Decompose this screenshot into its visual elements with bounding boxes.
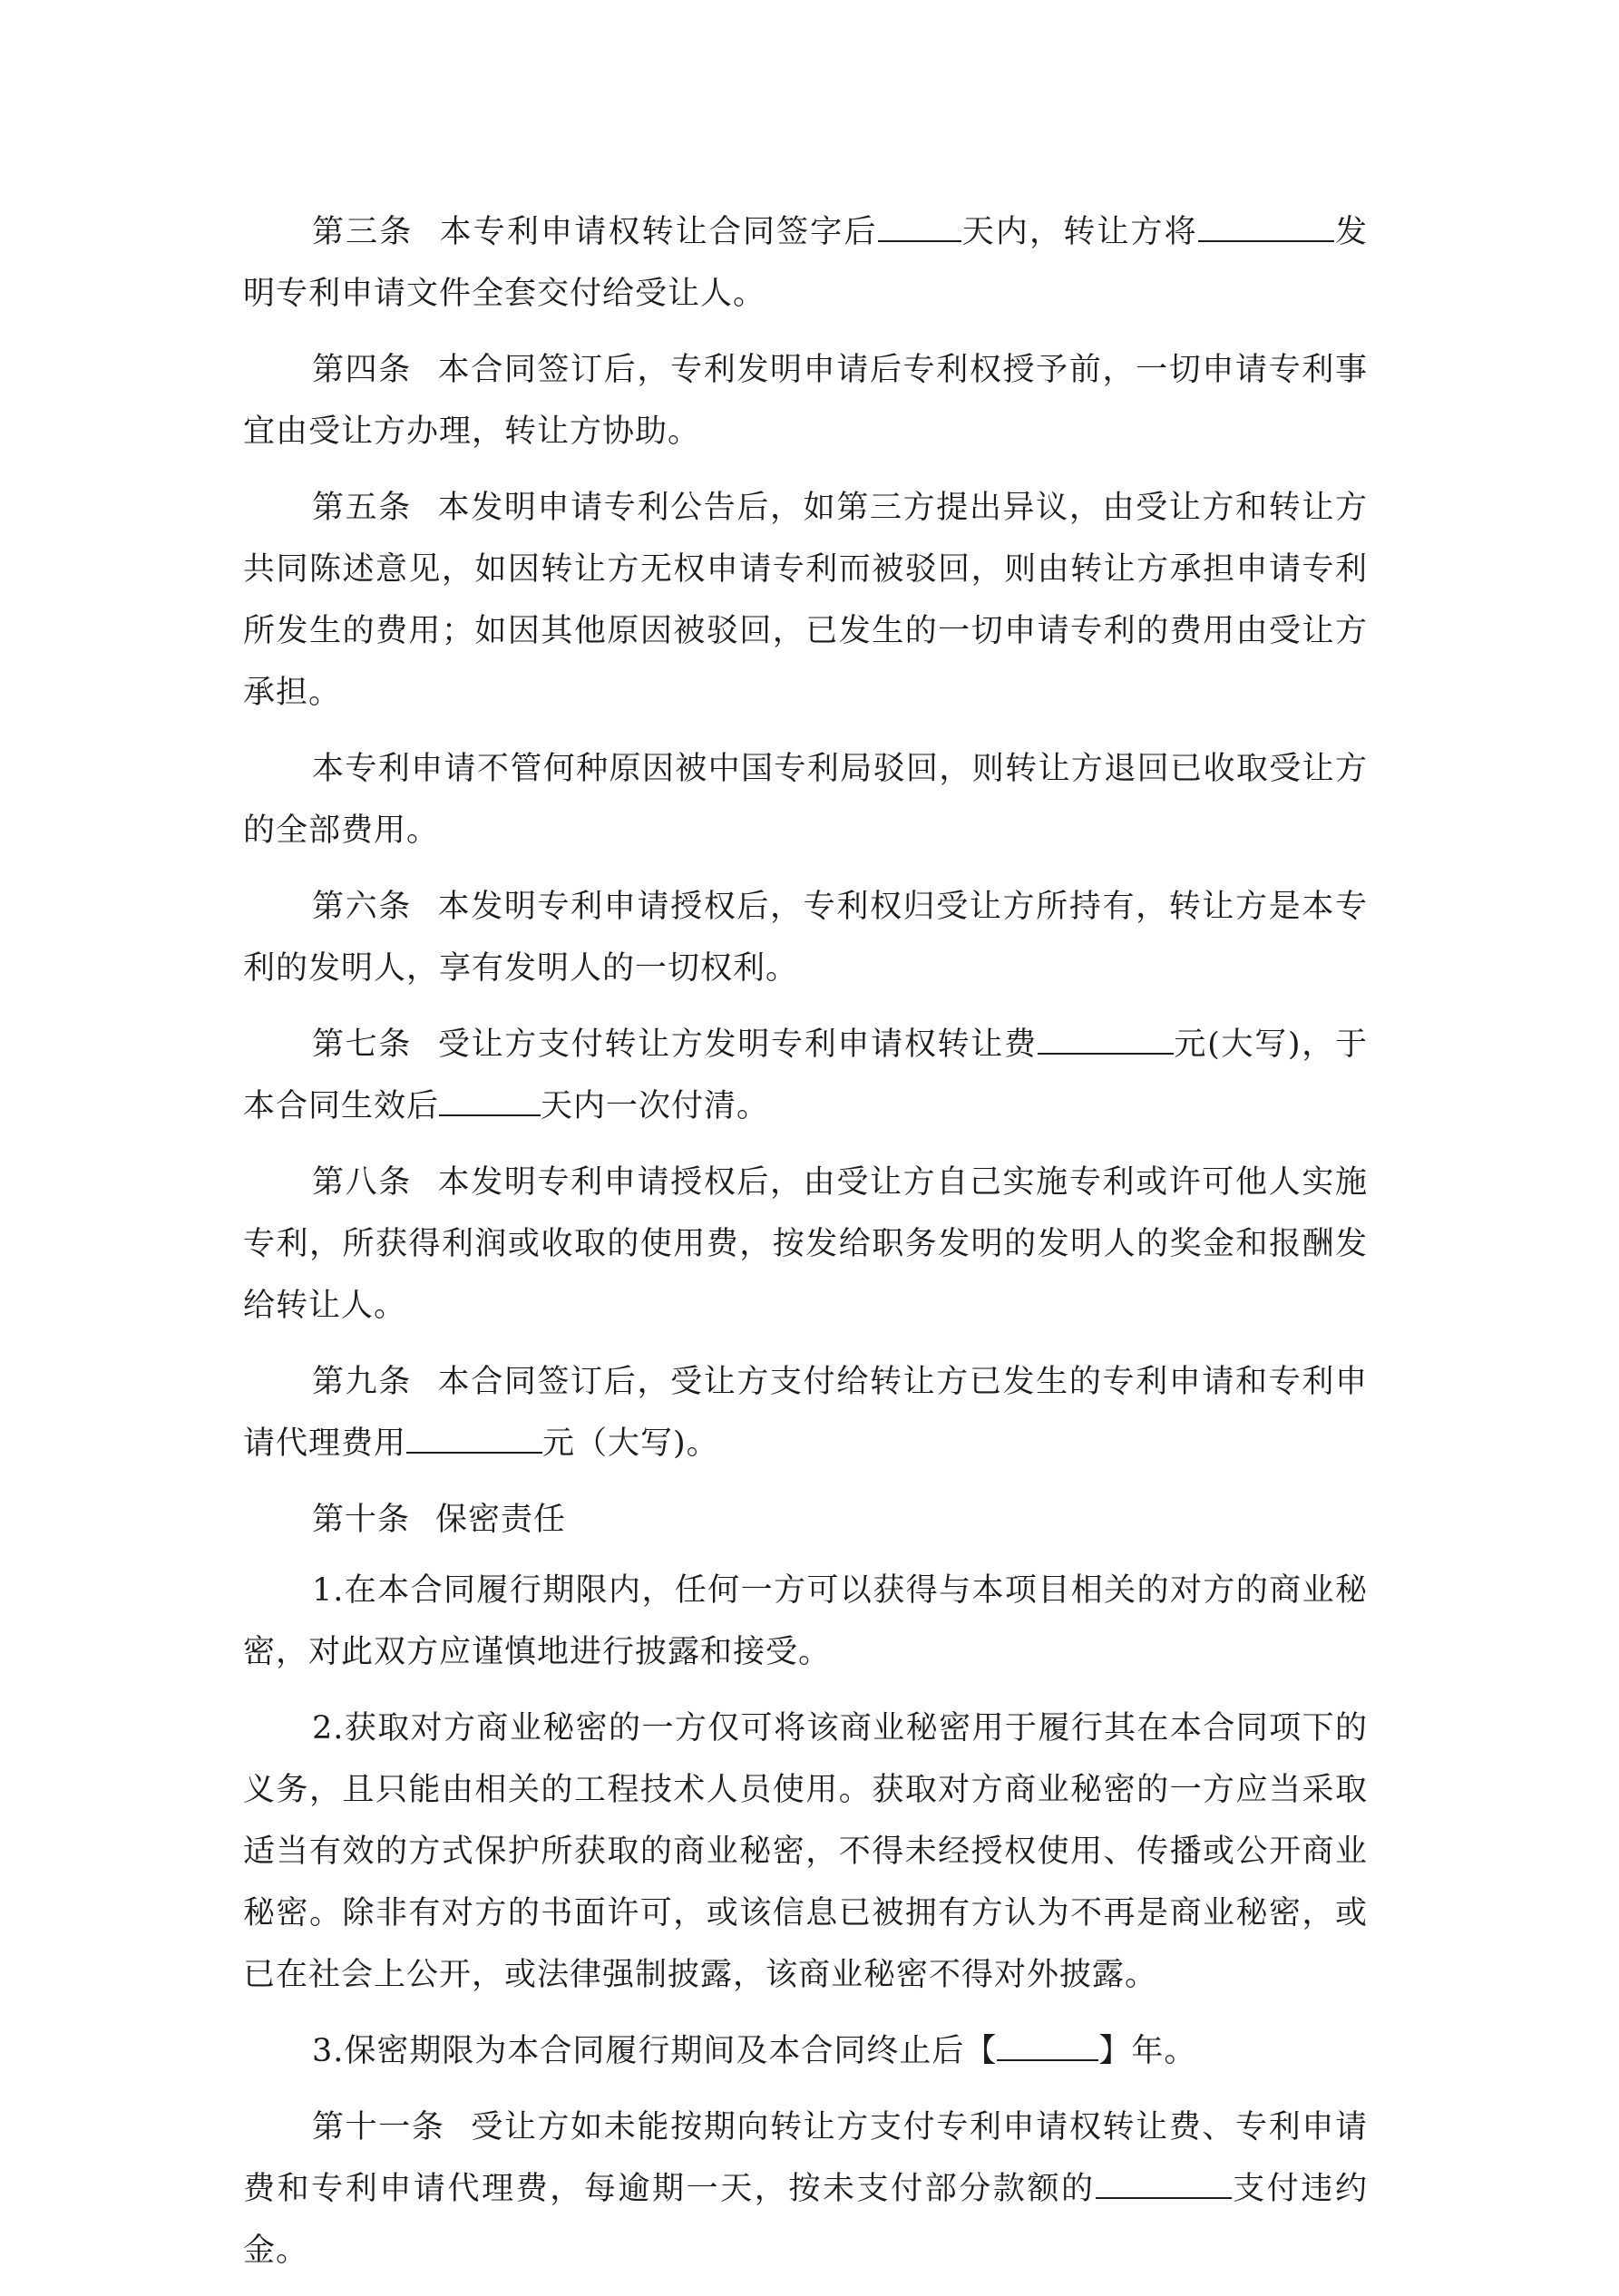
article-number: 第十条 — [312, 1502, 411, 1538]
fill-blank-name[interactable] — [1198, 208, 1334, 242]
article-number: 第五条 — [312, 490, 412, 526]
article-number: 第四条 — [312, 352, 412, 388]
article-text: 支付违约金。 — [243, 2171, 1368, 2269]
article-5 — [243, 477, 1368, 724]
clause-text: 1.在本合同履行期限内，任何一方可以获得与本项目相关的对方的商业秘密，对此双方应谨慎地进行披露和接受。 — [243, 1572, 1368, 1670]
clause-text: 2.获取对方商业秘密的一方仅可将该商业秘密用于履行其在本合同项下的义务，且只能由相关的工程技术人员使用。获取对方商业秘密的一方应当采取适当有效的方式保护所获取的商业秘密，不得未经授权使用、传播或公开商业秘密。除非有对方的书面许可，或该信息已被拥有方认为不再是商业秘密，或已在社会上公开，或法律强制披露，该商业秘密不得对外披露。 — [243, 1710, 1368, 1993]
article-5-continuation — [243, 738, 1368, 861]
article-text: 发明专利申请文件全套交付给受让人。 — [243, 214, 1368, 312]
clause-text: 】年。 — [1098, 2033, 1197, 2069]
article-text: 本发明申请专利公告后，如第三方提出异议，由受让方和转让方共同陈述意见，如因转让方无权申请专利而被驳回，则由转让方承担申请专利所发生的费用；如因其他原因被驳回，已发生的一切申请专利的费用由受让方承担。 — [243, 490, 1368, 711]
article-10-heading — [243, 1489, 1368, 1551]
fill-blank-rate[interactable] — [1096, 2165, 1232, 2199]
article-6 — [243, 876, 1368, 999]
article-number: 第六条 — [312, 889, 412, 925]
article-10-clause-2 — [243, 1698, 1368, 2006]
article-10-clause-1 — [243, 1560, 1368, 1683]
article-text: 本发明专利申请授权后，专利权归受让方所持有，转让方是本专利的发明人，享有发明人的一切权利。 — [243, 889, 1368, 987]
article-4 — [243, 339, 1368, 462]
fill-blank-amount[interactable] — [1038, 1020, 1174, 1055]
article-number: 第十一条 — [312, 2109, 445, 2145]
article-text: 本发明专利申请授权后，由受让方自己实施专利或许可他人实施专利，所获得利润或收取的使用费，按发给职务发明的发明人的奖金和报酬发给转让人。 — [243, 1164, 1368, 1324]
article-number: 第三条 — [312, 214, 414, 250]
fill-blank-years[interactable] — [997, 2027, 1098, 2061]
fill-blank-days[interactable] — [439, 1082, 541, 1116]
contract-page — [243, 201, 1368, 2296]
article-text: 元(大写)，于本合同生效后 — [243, 1026, 1368, 1124]
fill-blank-amount[interactable] — [406, 1419, 542, 1454]
article-11 — [243, 2097, 1368, 2281]
article-3 — [243, 201, 1368, 325]
article-text: 本专利申请权转让合同签字后 — [438, 214, 878, 250]
article-title: 保密责任 — [435, 1502, 567, 1538]
article-number: 第七条 — [312, 1026, 413, 1063]
article-text: 本合同签订后，受让方支付给转让方已发生的专利申请和专利申请代理费用 — [243, 1364, 1368, 1462]
fill-blank-days[interactable] — [878, 208, 961, 242]
article-number: 第九条 — [312, 1364, 412, 1400]
article-10-clause-3 — [243, 2020, 1368, 2082]
article-text: 天内一次付清。 — [541, 1088, 770, 1124]
article-9 — [243, 1351, 1368, 1474]
clause-text: 3.保密期限为本合同履行期间及本合同终止后【 — [312, 2033, 998, 2069]
article-text: 本专利申请不管何种原因被中国专利局驳回，则转让方退回已收取受让方的全部费用。 — [243, 751, 1368, 849]
article-text: 元（大写)。 — [542, 1425, 719, 1462]
article-text: 受让方如未能按期向转让方支付专利申请权转让费、专利申请费和专利申请代理费，每逾期一天，按未支付部分款额的 — [243, 2109, 1368, 2207]
article-text: 本合同签订后，专利发明申请后专利权授予前，一切申请专利事宜由受让方办理，转让方协助。 — [243, 352, 1368, 450]
article-8 — [243, 1152, 1368, 1337]
article-number: 第八条 — [312, 1164, 412, 1201]
article-text: 天内，转让方将 — [961, 214, 1198, 250]
article-text: 受让方支付转让方发明专利申请权转让费 — [437, 1026, 1038, 1063]
article-7 — [243, 1014, 1368, 1137]
